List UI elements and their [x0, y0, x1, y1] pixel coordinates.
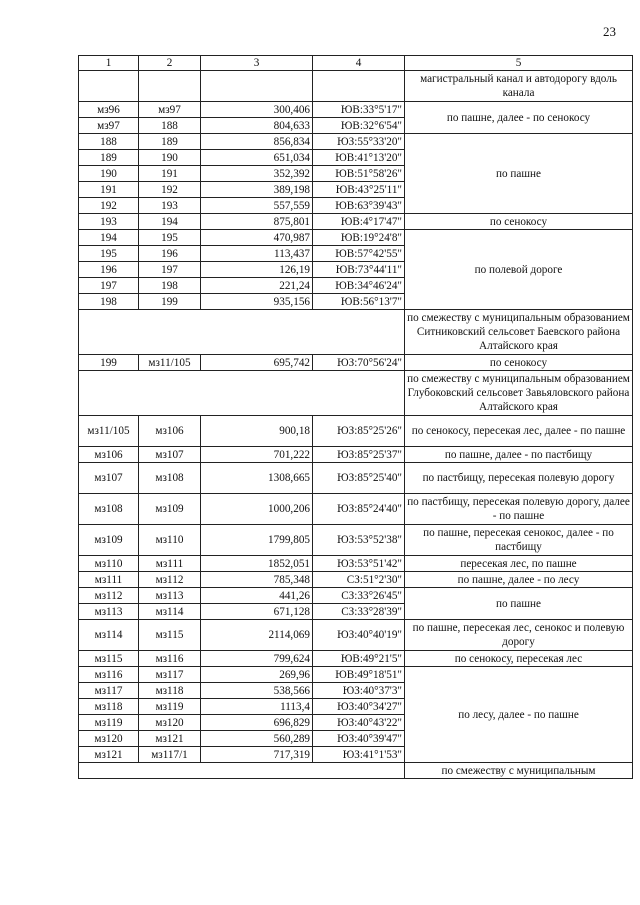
bearing: ЮВ:73°44'11": [313, 262, 405, 278]
table-row: [79, 651, 633, 667]
bearing: ЮЗ:70°56'24": [313, 355, 405, 371]
point-from: 196: [79, 262, 139, 278]
separator-row: [79, 310, 633, 355]
distance: 221,24: [201, 278, 313, 294]
description-cell: по смежеству с муниципальным: [405, 763, 633, 779]
bearing: ЮВ:41°13'20": [313, 150, 405, 166]
separator-row: [79, 763, 633, 779]
point-to: мз108: [139, 463, 201, 494]
table-row: [79, 588, 633, 604]
point-to: мз121: [139, 731, 201, 747]
empty-cell: [79, 71, 139, 102]
description-cell: по пастбищу, пересекая полевую дорогу, далее - по пашне: [405, 494, 633, 525]
point-to: 193: [139, 198, 201, 214]
bearing: ЮЗ:85°25'40": [313, 463, 405, 494]
distance: 804,633: [201, 118, 313, 134]
point-to: мз113: [139, 588, 201, 604]
table-row: [79, 667, 633, 683]
description-cell: по сенокосу, пересекая лес: [405, 651, 633, 667]
point-to: мз109: [139, 494, 201, 525]
bearing: ЮВ:49°21'5": [313, 651, 405, 667]
distance: 557,559: [201, 198, 313, 214]
point-to: 198: [139, 278, 201, 294]
empty-cell: [79, 310, 405, 355]
distance: 1852,051: [201, 556, 313, 572]
distance: 696,829: [201, 715, 313, 731]
point-to: мз107: [139, 447, 201, 463]
bearing: ЮВ:57°42'55": [313, 246, 405, 262]
bearing: ЮЗ:40°34'27": [313, 699, 405, 715]
point-from: 192: [79, 198, 139, 214]
empty-cell: [201, 71, 313, 102]
distance: 935,156: [201, 294, 313, 310]
point-to: 197: [139, 262, 201, 278]
distance: 389,198: [201, 182, 313, 198]
empty-cell: [139, 71, 201, 102]
bearing: ЮЗ:85°24'40": [313, 494, 405, 525]
point-to: мз119: [139, 699, 201, 715]
point-from: мз108: [79, 494, 139, 525]
description-cell: по пашне, далее - по лесу: [405, 572, 633, 588]
distance: 856,834: [201, 134, 313, 150]
point-to: мз112: [139, 572, 201, 588]
description-cell: пересекая лес, по пашне: [405, 556, 633, 572]
empty-cell: [79, 763, 405, 779]
distance: 695,742: [201, 355, 313, 371]
point-from: 195: [79, 246, 139, 262]
table-row: [79, 525, 633, 556]
header-cell: 3: [201, 56, 313, 71]
bearing: ЮВ:34°46'24": [313, 278, 405, 294]
table-row: [79, 572, 633, 588]
point-to: мз106: [139, 416, 201, 447]
table-row: [79, 463, 633, 494]
point-from: 191: [79, 182, 139, 198]
point-from: мз121: [79, 747, 139, 763]
distance: 1308,665: [201, 463, 313, 494]
point-from: мз117: [79, 683, 139, 699]
point-from: мз110: [79, 556, 139, 572]
bearing: ЮЗ:40°40'19": [313, 620, 405, 651]
distance: 671,128: [201, 604, 313, 620]
page-number: 23: [603, 24, 616, 39]
bearing: ЮВ:63°39'43": [313, 198, 405, 214]
point-from: мз107: [79, 463, 139, 494]
point-from: мз112: [79, 588, 139, 604]
point-to: мз11/105: [139, 355, 201, 371]
point-from: мз97: [79, 118, 139, 134]
bearing: СЗ:33°26'45": [313, 588, 405, 604]
distance: 2114,069: [201, 620, 313, 651]
distance: 875,801: [201, 214, 313, 230]
description-cell: по пашне, далее - по сенокосу: [405, 102, 633, 134]
distance: 560,289: [201, 731, 313, 747]
header-cell: 2: [139, 56, 201, 71]
empty-cell: [79, 371, 405, 416]
description-cell: по лесу, далее - по пашне: [405, 667, 633, 763]
bearing: ЮВ:4°17'47": [313, 214, 405, 230]
distance: 113,437: [201, 246, 313, 262]
bearing: ЮВ:56°13'7": [313, 294, 405, 310]
point-from: 193: [79, 214, 139, 230]
bearing: СЗ:51°2'30": [313, 572, 405, 588]
distance: 470,987: [201, 230, 313, 246]
point-from: 190: [79, 166, 139, 182]
point-to: мз116: [139, 651, 201, 667]
table-row: [79, 102, 633, 118]
point-to: 192: [139, 182, 201, 198]
distance: 1799,805: [201, 525, 313, 556]
description-cell: по пашне: [405, 134, 633, 214]
separator-row: [79, 371, 633, 416]
point-to: 195: [139, 230, 201, 246]
description-cell: по полевой дороге: [405, 230, 633, 310]
point-from: 189: [79, 150, 139, 166]
table-row: [79, 355, 633, 371]
distance: 701,222: [201, 447, 313, 463]
point-from: мз96: [79, 102, 139, 118]
point-from: 188: [79, 134, 139, 150]
bearing: ЮВ:51°58'26": [313, 166, 405, 182]
point-from: 194: [79, 230, 139, 246]
point-from: мз120: [79, 731, 139, 747]
point-to: 188: [139, 118, 201, 134]
point-from: мз119: [79, 715, 139, 731]
header-cell: 5: [405, 56, 633, 71]
table-row: [79, 447, 633, 463]
point-to: мз114: [139, 604, 201, 620]
point-to: 194: [139, 214, 201, 230]
distance: 269,96: [201, 667, 313, 683]
point-to: 199: [139, 294, 201, 310]
description-cell: по пашне, далее - по пастбищу: [405, 447, 633, 463]
header-cell: 4: [313, 56, 405, 71]
distance: 538,566: [201, 683, 313, 699]
distance: 441,26: [201, 588, 313, 604]
bearing: СЗ:33°28'39": [313, 604, 405, 620]
bearing: ЮЗ:40°43'22": [313, 715, 405, 731]
bearing: ЮВ:43°25'11": [313, 182, 405, 198]
description-cell: по смежеству с муниципальным образованием Глубоковский сельсовет Завьяловского района Алтайского края: [405, 371, 633, 416]
table-row: [79, 71, 633, 102]
distance: 352,392: [201, 166, 313, 182]
point-to: мз115: [139, 620, 201, 651]
bearing: ЮЗ:55°33'20": [313, 134, 405, 150]
distance: 799,624: [201, 651, 313, 667]
distance: 900,18: [201, 416, 313, 447]
point-to: 196: [139, 246, 201, 262]
table-row: [79, 416, 633, 447]
point-from: 198: [79, 294, 139, 310]
header-cell: 1: [79, 56, 139, 71]
bearing: ЮВ:32°6'54": [313, 118, 405, 134]
point-from: мз116: [79, 667, 139, 683]
point-from: мз114: [79, 620, 139, 651]
description-cell: магистральный канал и автодорогу вдоль канала: [405, 71, 633, 102]
point-to: мз110: [139, 525, 201, 556]
description-cell: по сенокосу: [405, 214, 633, 230]
bearing: ЮЗ:85°25'26": [313, 416, 405, 447]
point-to: мз97: [139, 102, 201, 118]
bearing: ЮЗ:41°1'53": [313, 747, 405, 763]
description-cell: по пашне, пересекая лес, сенокос и полевую дорогу: [405, 620, 633, 651]
point-from: мз115: [79, 651, 139, 667]
bearing: ЮЗ:40°39'47": [313, 731, 405, 747]
point-to: мз118: [139, 683, 201, 699]
table-row: [79, 134, 633, 150]
point-to: мз117: [139, 667, 201, 683]
point-from: мз118: [79, 699, 139, 715]
distance: 300,406: [201, 102, 313, 118]
bearing: ЮВ:33°5'17": [313, 102, 405, 118]
description-cell: по сенокосу: [405, 355, 633, 371]
bearing: ЮЗ:53°51'42": [313, 556, 405, 572]
bearing: ЮЗ:40°37'3": [313, 683, 405, 699]
table-row: [79, 494, 633, 525]
point-to: мз111: [139, 556, 201, 572]
description-cell: по смежеству с муниципальным образованием Ситниковский сельсовет Баевского района Алтайского края: [405, 310, 633, 355]
description-cell: по пашне, пересекая сенокос, далее - по пастбищу: [405, 525, 633, 556]
bearing: ЮЗ:85°25'37": [313, 447, 405, 463]
point-from: мз106: [79, 447, 139, 463]
table-row: [79, 556, 633, 572]
point-from: 199: [79, 355, 139, 371]
distance: 717,319: [201, 747, 313, 763]
description-cell: по пашне: [405, 588, 633, 620]
bearing: ЮВ:19°24'8": [313, 230, 405, 246]
distance: 1113,4: [201, 699, 313, 715]
distance: 126,19: [201, 262, 313, 278]
point-to: мз117/1: [139, 747, 201, 763]
point-from: мз11/105: [79, 416, 139, 447]
bearing: ЮЗ:53°52'38": [313, 525, 405, 556]
description-cell: по пастбищу, пересекая полевую дорогу: [405, 463, 633, 494]
distance: 1000,206: [201, 494, 313, 525]
bearing: ЮВ:49°18'51": [313, 667, 405, 683]
table-row: [79, 230, 633, 246]
distance: 785,348: [201, 572, 313, 588]
header-row: [79, 56, 633, 71]
point-from: мз113: [79, 604, 139, 620]
boundary-table: [78, 55, 633, 779]
table-row: [79, 214, 633, 230]
point-from: мз111: [79, 572, 139, 588]
point-from: 197: [79, 278, 139, 294]
table-row: [79, 620, 633, 651]
point-to: 190: [139, 150, 201, 166]
point-to: 191: [139, 166, 201, 182]
distance: 651,034: [201, 150, 313, 166]
point-to: мз120: [139, 715, 201, 731]
point-from: мз109: [79, 525, 139, 556]
description-cell: по сенокосу, пересекая лес, далее - по пашне: [405, 416, 633, 447]
empty-cell: [313, 71, 405, 102]
point-to: 189: [139, 134, 201, 150]
